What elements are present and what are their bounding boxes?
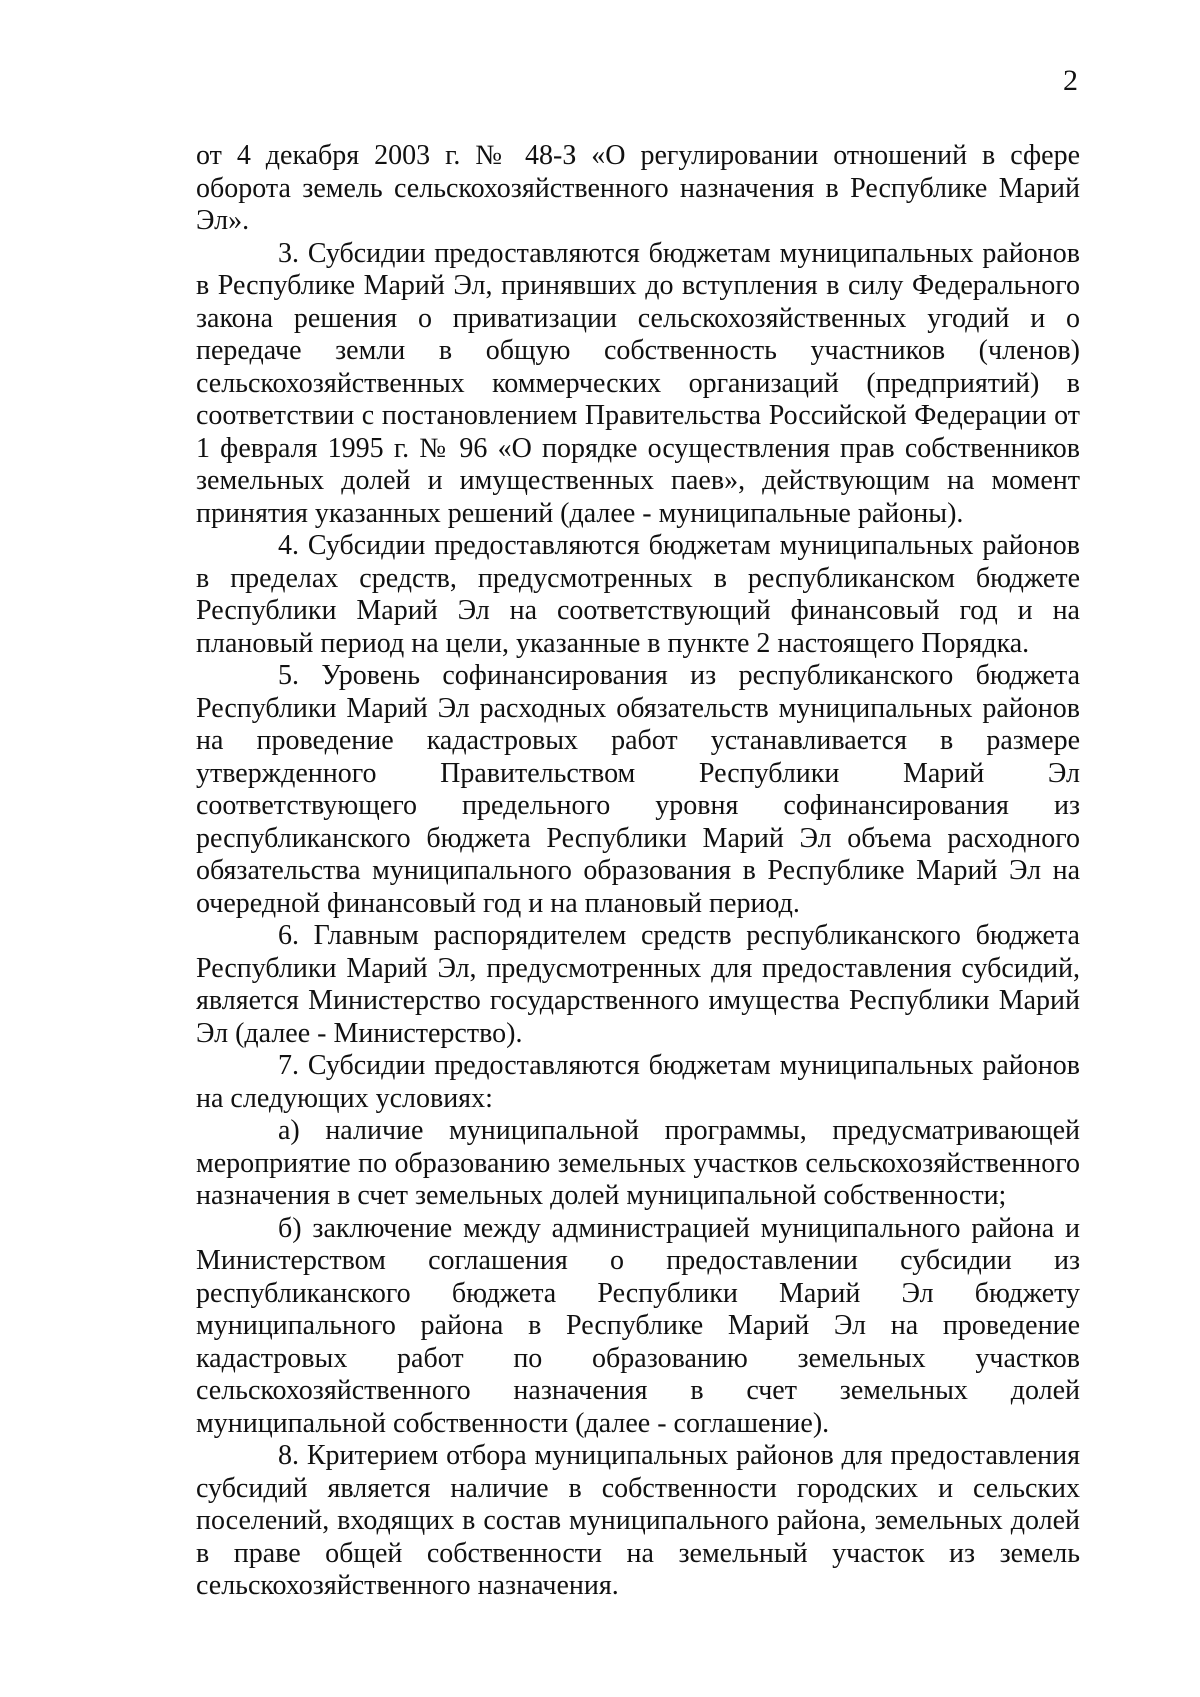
- paragraph-item-8: 8. Критерием отбора муниципальных районов для предоставления субсидий является наличие в собственности городских и сельских поселений, входящих в состав муниципального района, земельных долей в праве общей собственности на земельный участок из земель сельскохозяйственного назначения.: [196, 1440, 1080, 1601]
- paragraph-item-7b: б) заключение между администрацией муниципального района и Министерством соглашения о предоставлении субсидии из республиканского бюджета Республики Марий Эл бюджету муниципального района в Республике Марий Эл на проведение кадастровых работ по образованию земельных участков сельскохозяйственного назначения в счет земельных долей муниципальной собственности (далее - соглашение).: [196, 1212, 1080, 1439]
- document-body: [196, 140, 1080, 1603]
- paragraph-item-7a: а) наличие муниципальной программы, предусматривающей мероприятие по образованию земельных участков сельскохозяйственного назначения в счет земельных долей муниципальной собственности;: [196, 1115, 1080, 1211]
- paragraph-item-7: 7. Субсидии предоставляются бюджетам муниципальных районов на следующих условиях:: [196, 1050, 1080, 1114]
- paragraph-item-6: 6. Главным распорядителем средств республиканского бюджета Республики Марий Эл, предусмотренных для предоставления субсидий, является Министерство государственного имущества Республики Марий Эл (далее - Министерство).: [196, 920, 1080, 1049]
- paragraph-item-4: 4. Субсидии предоставляются бюджетам муниципальных районов в пределах средств, предусмотренных в республиканском бюджете Республики Марий Эл на соответствующий финансовый год и на плановый период на цели, указанные в пункте 2 настоящего Порядка.: [196, 530, 1080, 659]
- paragraph-item-5: 5. Уровень софинансирования из республиканского бюджета Республики Марий Эл расходных обязательств муниципальных районов на проведение кадастровых работ устанавливается в размере утвержденного Правительством Республики Марий Эл соответствующего предельного уровня софинансирования из республиканского бюджета Республики Марий Эл объема расходного обязательства муниципального образования в Республике Марий Эл на очередной финансовый год и на плановый период.: [196, 660, 1080, 919]
- paragraph-continuation: от 4 декабря 2003 г. № 48-З «О регулировании отношений в сфере оборота земель сельскохозяйственного назначения в Республике Марий Эл».: [196, 140, 1080, 236]
- page-number: 2: [1063, 64, 1078, 97]
- paragraph-item-3: 3. Субсидии предоставляются бюджетам муниципальных районов в Республике Марий Эл, принявших до вступления в силу Федерального закона решения о приватизации сельскохозяйственных угодий и о передаче земли в общую собственность участников (членов) сельскохозяйственных коммерческих организаций (предприятий) в соответствии с постановлением Правительства Российской Федерации от 1 февраля 1995 г. № 96 «О порядке осуществления прав собственников земельных долей и имущественных паев», действующим на момент принятия указанных решений (далее - муниципальные районы).: [196, 237, 1080, 529]
